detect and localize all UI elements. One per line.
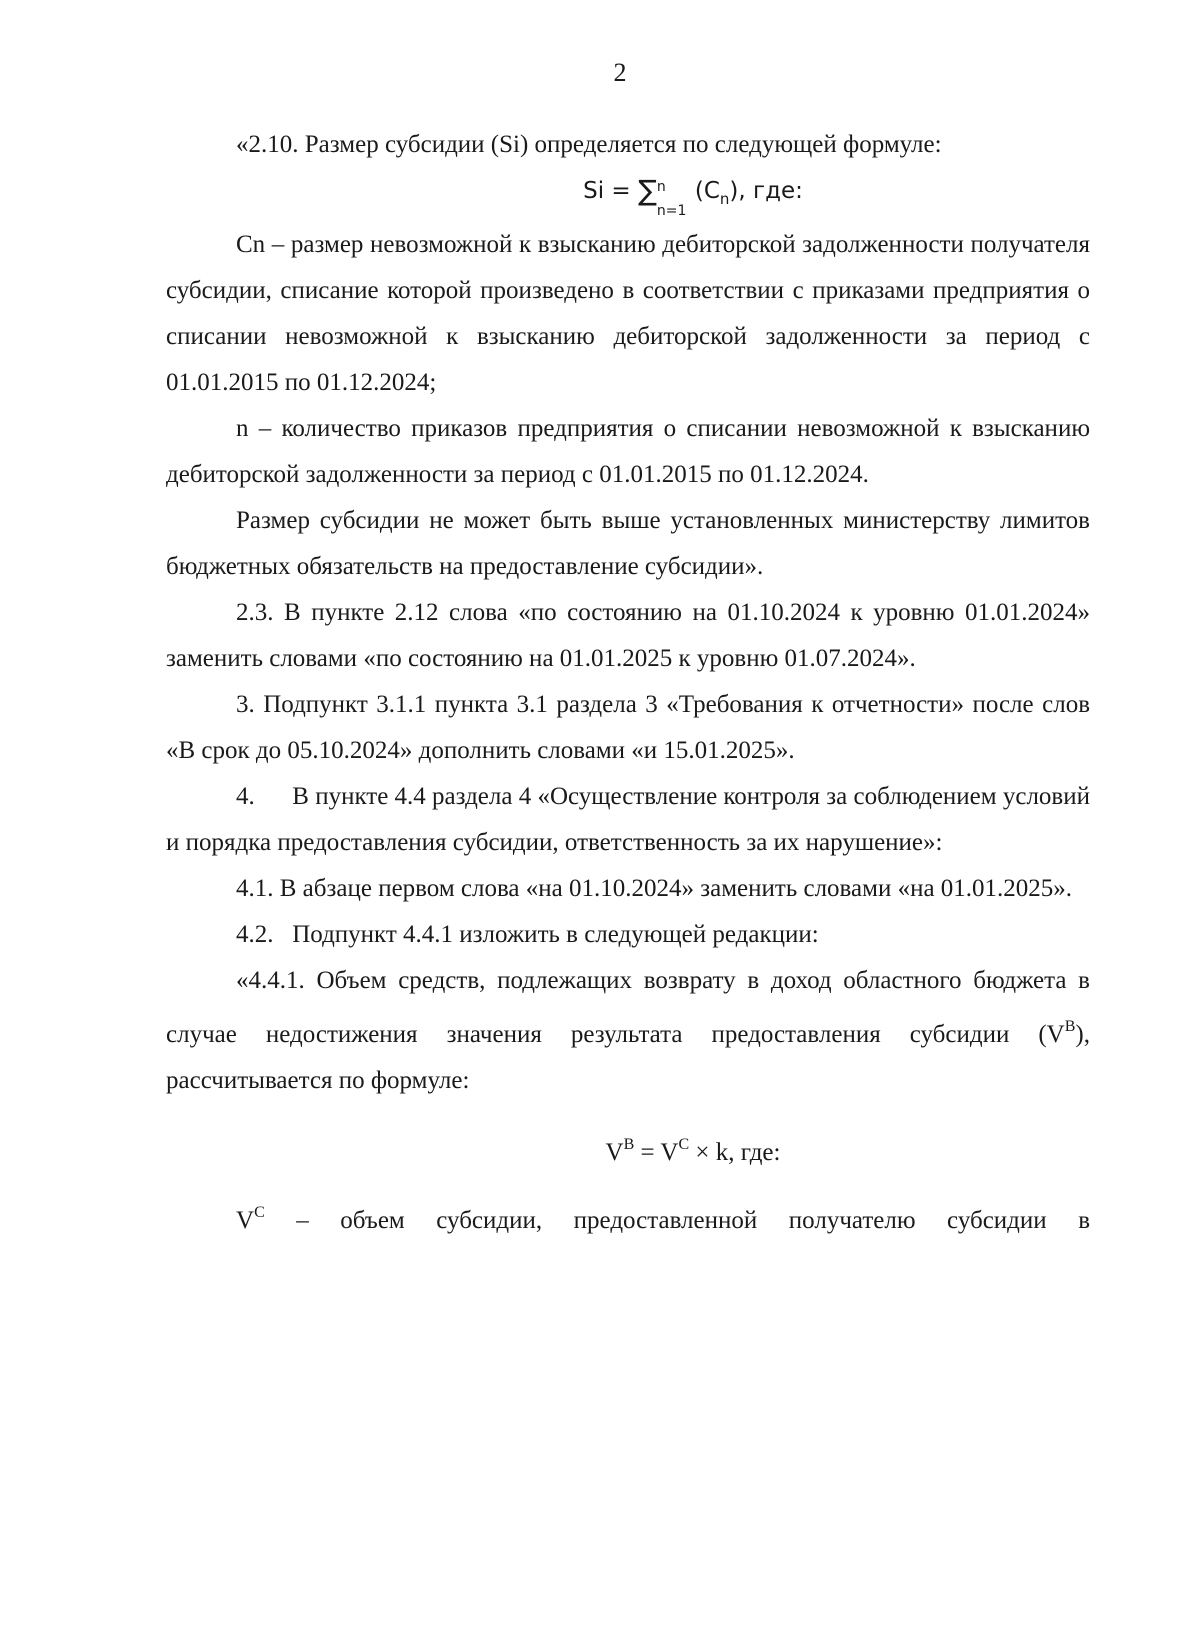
paragraph-3: 3. Подпункт 3.1.1 пункта 3.1 раздела 3 «Требования к отчетности» после слов «В срок до 05.10.2024» дополнить словами «и 15.01.2025». xyxy=(166,691,1090,764)
page-number: 2 xyxy=(613,58,627,87)
sum-lower-limit: n=1 xyxy=(656,203,687,219)
definition-cn xyxy=(166,222,1090,406)
formula2-sup2: C xyxy=(678,1136,690,1153)
sum-upper-limit: n xyxy=(656,179,666,195)
formula1-body: (C xyxy=(694,178,720,204)
vc-v: V xyxy=(236,1207,255,1234)
formula1-tail: ), где: xyxy=(729,178,803,204)
paragraph-4-4-1 xyxy=(166,958,1090,1104)
paragraph-2-3: 2.3. В пункте 2.12 слова «по состоянию на 01.10.2024 к уровню 01.01.2024» заменить словами «по состоянию на 01.01.2025 к уровню 01.07.2024». xyxy=(166,599,1090,672)
vc-text: – объем субсидии, предоставленной получателю субсидии в xyxy=(264,1207,1090,1234)
sum-symbol: ∑ xyxy=(637,174,657,207)
paragraph-limit: Размер субсидии не может быть выше установленных министерству лимитов бюджетных обязательств на предоставление субсидии». xyxy=(166,507,1090,580)
formula2-eq: = V xyxy=(634,1139,679,1166)
formula1-lhs: Si = xyxy=(583,178,638,204)
vc-sup: C xyxy=(254,1204,265,1221)
cn-text: – размер невозможной к взысканию дебиторской задолженности получателя субсидии, списание которой произведено в соответствии с приказами предприятия о списании невозможной к взысканию дебиторской задолженности за период с 01.01.2015 по 01.12.2024; xyxy=(166,231,1090,396)
formula2-tail: × k, где: xyxy=(689,1139,781,1166)
cn-symbol: Cn xyxy=(236,231,266,258)
formula1-body-sub: n xyxy=(719,190,730,208)
p441-text: «4.4.1. Объем средств, подлежащих возврату в доход областного бюджета в случае недостижения значения результата предоставления субсидии (V xyxy=(166,967,1090,1048)
p441-sup: B xyxy=(1064,1018,1076,1035)
paragraph-4-1: 4.1. В абзаце первом слова «на 01.10.2024» заменить словами «на 01.01.2025». xyxy=(236,875,1073,902)
definition-n: n – количество приказов предприятия о списании невозможной к взысканию дебиторской задолженности за период с 01.01.2015 по 01.12.2024. xyxy=(166,415,1090,488)
paragraph-4: 4. В пункте 4.4 раздела 4 «Осуществление контроля за соблюдением условий и порядка предоставления субсидии, ответственность за их нарушение»: xyxy=(166,783,1097,856)
definition-vc xyxy=(166,1190,1090,1244)
formula2-v1: V xyxy=(605,1139,624,1166)
paragraph-4-2: 4.2. Подпункт 4.4.1 изложить в следующей редакции: xyxy=(236,921,819,948)
p441-tail: ), рассчитывается по формуле: xyxy=(166,1021,1090,1094)
formula-subsidy-size xyxy=(166,168,1090,222)
formula-refund-volume xyxy=(166,1122,1090,1176)
paragraph-2-10: «2.10. Размер субсидии (Si) определяется по следующей формуле: xyxy=(236,131,942,158)
formula2-sup1: B xyxy=(623,1136,635,1153)
document-body xyxy=(166,122,1097,1244)
sum-limits xyxy=(656,178,695,219)
